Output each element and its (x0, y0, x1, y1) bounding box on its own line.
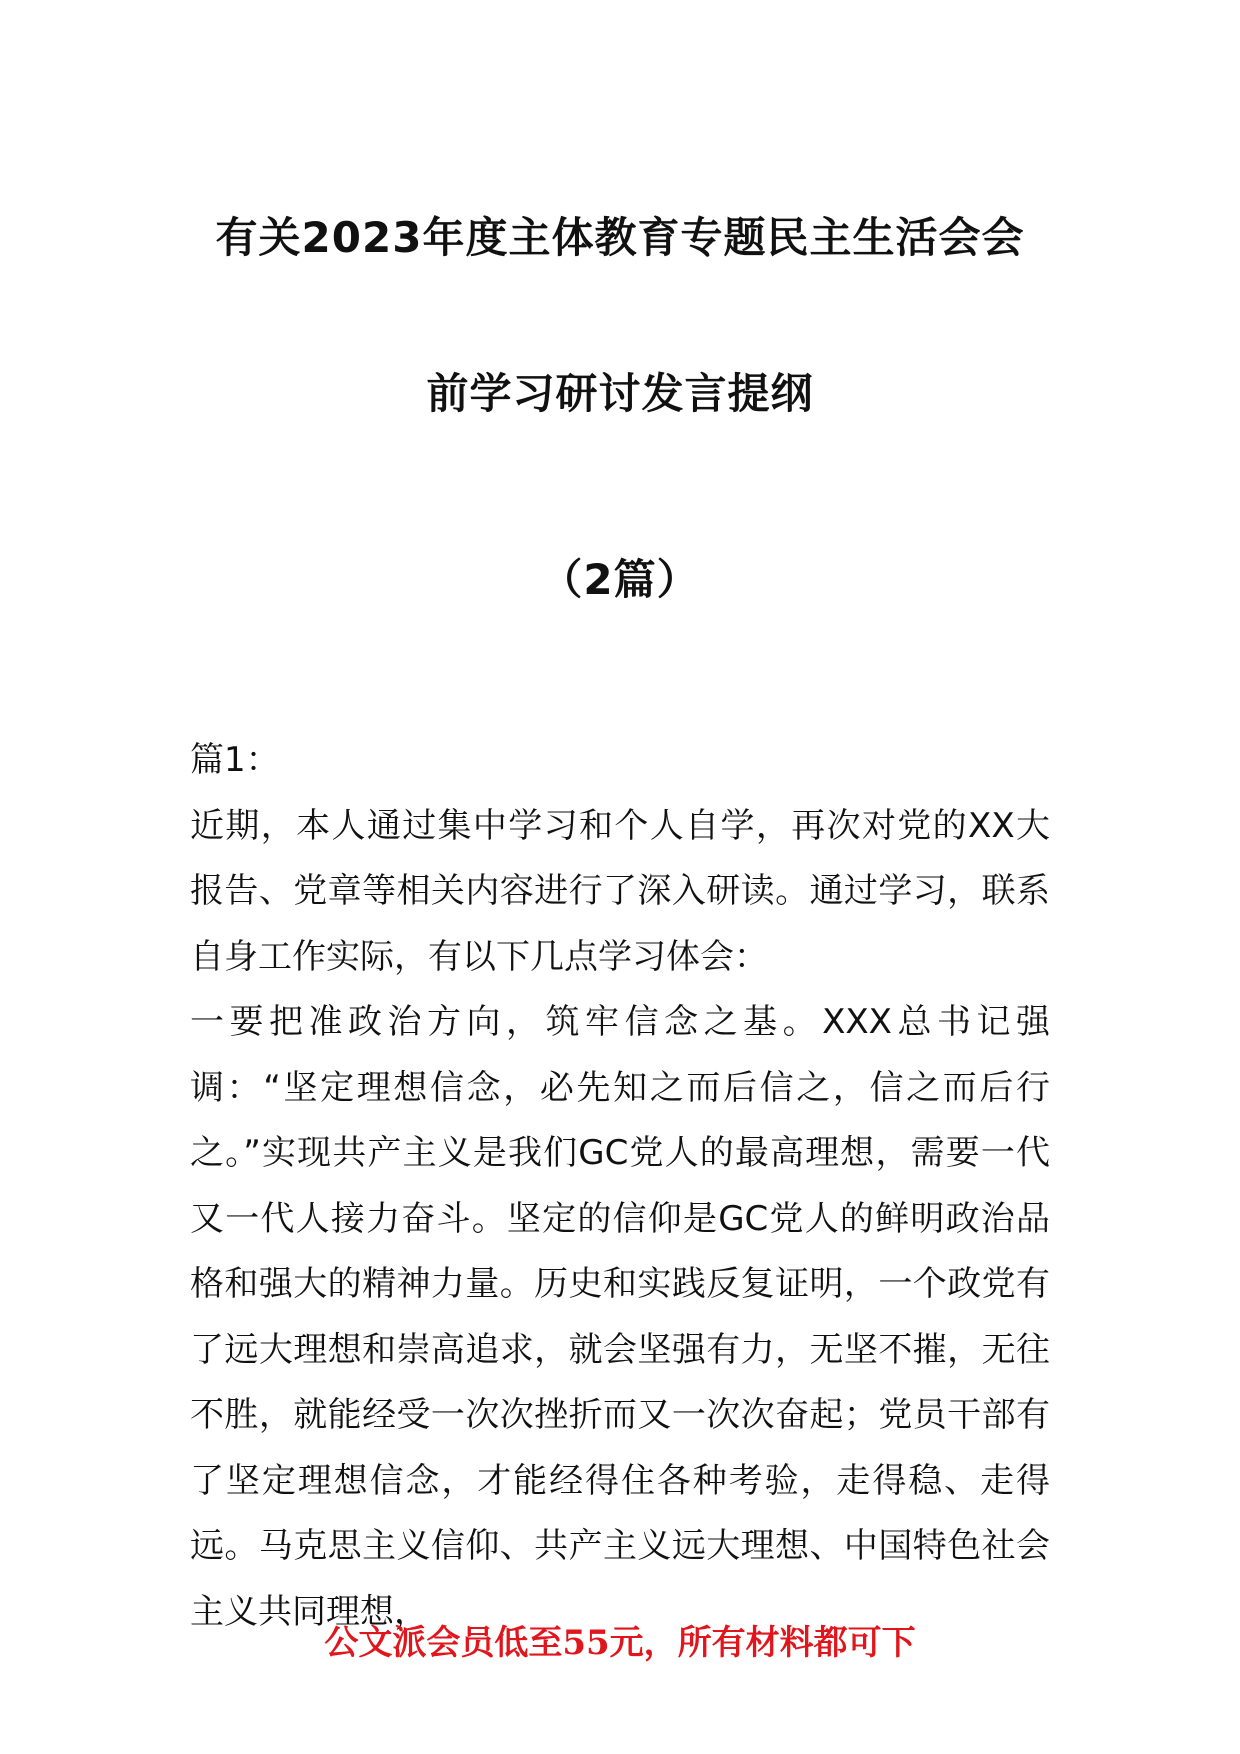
document-title-line-1: 有关2023年度主体教育专题民主生活会会 (215, 213, 1025, 262)
body-paragraph-intro: 近期，本人通过集中学习和个人自学，再次对党的XX大报告、党章等相关内容进行了深入研读。通过学习，联系自身工作实际，有以下几点学习体会： (190, 805, 1050, 977)
document-body (190, 728, 1050, 1645)
document-title-line-2: 前学习研讨发言提纲 (426, 369, 814, 418)
promo-banner: 公文派会员低至55元，所有材料都可下 (324, 1623, 916, 1663)
document-count-label: （2篇） (540, 555, 700, 604)
body-paragraph-point-1: 一要把准政治方向，筑牢信念之基。XXX总书记强调：“坚定理想信念，必先知之而后信之，信之而后行之。”实现共产主义是我们GC党人的最高理想，需要一代又一代人接力奋斗。坚定的信仰是GC党人的鲜明政治品格和强大的精神力量。历史和实践反复证明，一个政党有了远大理想和崇高追求，就会坚强有力，无坚不摧，无往不胜，就能经受一次次挫折而又一次次奋起；党员干部有了坚定理想信念，才能经得住各种考验，走得稳、走得远。马克思主义信仰、共产主义远大理想、中国特色社会主义共同理想， (190, 1002, 1050, 1632)
section-label: 篇1： (190, 740, 280, 780)
